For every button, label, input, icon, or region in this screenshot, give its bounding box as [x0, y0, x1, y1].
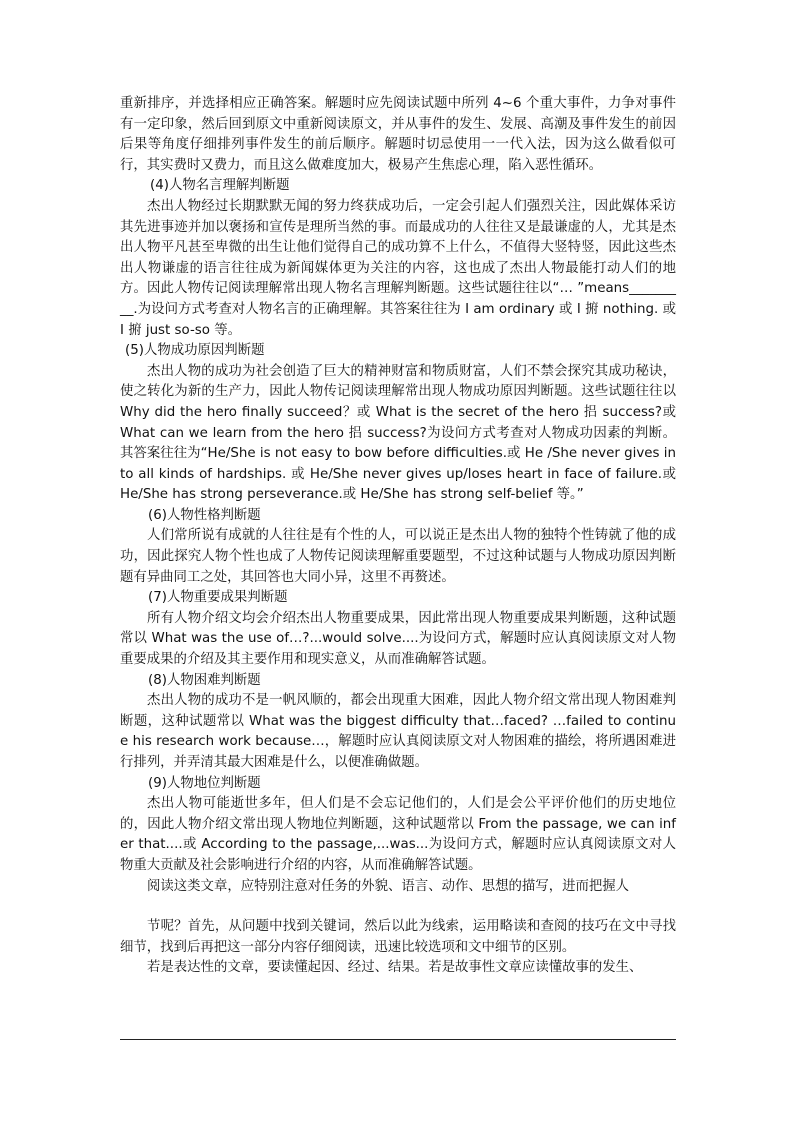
document-body [120, 94, 676, 979]
paragraph-article-types: 若是表达性的文章，要读懂起因、经过、结果。若是故事性文章应读懂故事的发生、 [147, 960, 643, 976]
heading-status: (9)人物地位判断题 [148, 775, 261, 791]
heading-quote-question: (4)人物名言理解判断题 [150, 178, 290, 194]
heading-difficulties: (8)人物困难判断题 [148, 672, 261, 688]
paragraph-reading-tips: 阅读这类文章，应特别注意对任务的外貌、语言、动作、思想的描写，进而把握人 [147, 878, 630, 894]
heading-success-reason: (5)人物成功原因判断题 [125, 343, 265, 359]
paragraph-reordering: 重新排序，并选择相应正确答案。解题时应先阅读试题中所列 4~6 个重大事件，力争对事件有一定印象，然后回到原文中重新阅读原文，并从事件的发生、发展、高潮及事件发生的前因后果等角度仔细排列事件发生的前后顺序。解题时切忌使用一一代入法，因为这么做看似可行，其实费时又费力，而且这么做难度加大，极易产生焦虑心理，陷入恶性循环。 [120, 96, 676, 173]
footer-divider [120, 1039, 676, 1040]
paragraph-status: 杰出人物可能逝世多年，但人们是不会忘记他们的，人们是会公平评价他们的历史地位的，因此人物介绍文常出现人物地位判断题，这种试题常以 From the passage, we can infer that....或 According to the passage,...was...为设问方式，解题时应认真阅读原文对人物重大贡献及社会影响进行介绍的内容，从而准确解答试题。 [120, 796, 676, 873]
paragraph-detail-search: 节呢？首先，从问题中找到关键词，然后以此为线索，运用略读和查阅的技巧在文中寻找细节，找到后再把这一部分内容仔细阅读，迅速比较选项和文中细节的区别。 [120, 919, 676, 955]
paragraph-achievements: 所有人物介绍文均会介绍杰出人物重要成果，因此常出现人物重要成果判断题，这种试题常以 What was the use of…?...would solve....为设问方式，解题时应认真阅读原文对人物重要成果的介绍及其主要作用和现实意义，从而准确解答试题。 [120, 610, 676, 668]
heading-achievements: (7)人物重要成果判断题 [148, 590, 288, 606]
paragraph-success-reason: 杰出人物的成功为社会创造了巨大的精神财富和物质财富，人们不禁会探究其成功秘诀，使之转化为新的生产力，因此人物传记阅读理解常出现人物成功原因判断题。这些试题往往以 Why did the hero finally succeed？或 What is the secret of the hero 捛 success?或 What can we learn from the hero 捛 success?为设问方式考查对人物成功因素的判断。其答案往往为“He/She is not easy to bow before difficulties.或 He /She never gives in to all kinds of hardships. 或 He/She never gives up/loses heart in face of failure.或 He/She has strong perseverance.或 He/She has strong self-belief 等。” [120, 363, 676, 503]
paragraph-quote-question: 杰出人物经过长期默默无闻的努力终获成功后，一定会引起人们强烈关注，因此媒体采访其先进事迹并加以褒扬和宣传是理所当然的事。而最成功的人往往又是最谦虚的人，尤其是杰出人物平凡甚至卑微的出生让他们觉得自己的成功算不上什么，不值得大竖特竖，因此这些杰出人物谦虚的语言往往成为新闻媒体更为关注的内容，这也成了杰出人物最能打动人们的地方。因此人物传记阅读理解常出现人物名言理解判断题。这些试题往往以“… ”means_________.为设问方式考查对人物名言的正确理解。其答案往往为 I am ordinary 或 I 捬 nothing. 或 I 捬 just so-so 等。 [120, 198, 676, 338]
heading-personality: (6)人物性格判断题 [148, 507, 261, 523]
paragraph-difficulties: 杰出人物的成功不是一帆风顺的，都会出现重大困难，因此人物介绍文常出现人物困难判断题，这种试题常以 What was the biggest difficulty that…faced? …failed to continue his research work because…，解题时应认真阅读原文对人物困难的描绘，将所遇困难进行排列，并弄清其最大困难是什么，以便准确做题。 [120, 693, 676, 770]
blank-gap [120, 897, 676, 917]
paragraph-personality: 人们常所说有成就的人往往是有个性的人，可以说正是杰出人物的独特个性铸就了他的成功，因此探究人物个性也成了人物传记阅读理解重要题型，不过这种试题与人物成功原因判断题有异曲同工之处，其回答也大同小异，这里不再赘述。 [120, 528, 676, 585]
